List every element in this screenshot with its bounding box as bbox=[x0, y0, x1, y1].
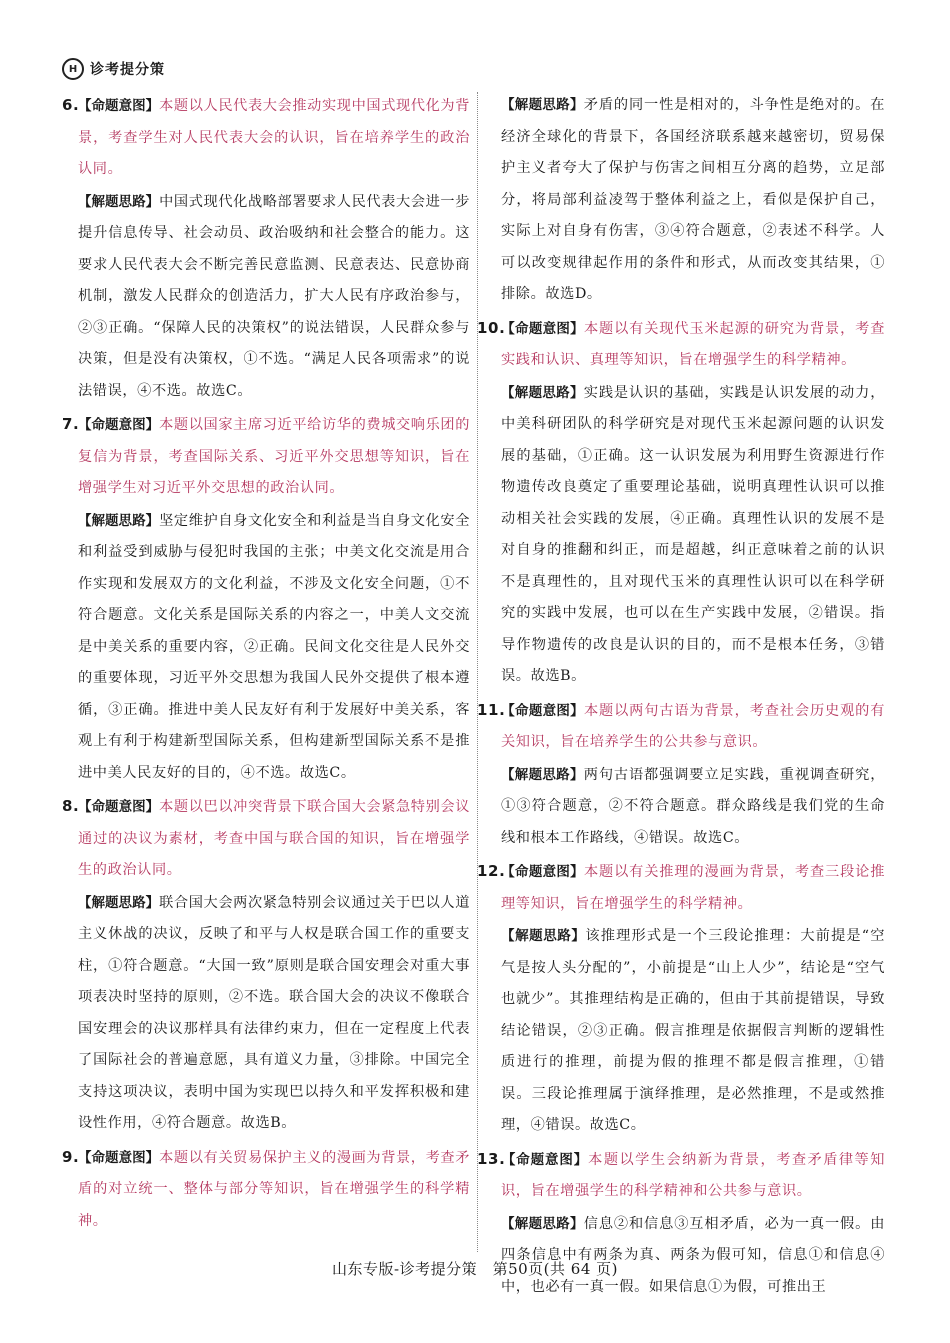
intent-text: 本题以国家主席习近平给访华的费城交响乐团的复信为背景，考查国际关系、习近平外交思想等知识，旨在增强学生对习近平外交思想的政治认同。 bbox=[78, 417, 470, 496]
question-number: 8. bbox=[62, 797, 80, 815]
question-number: 10. bbox=[477, 318, 506, 337]
question-number: 6. bbox=[62, 96, 80, 114]
left-column bbox=[62, 90, 470, 1239]
solution-text: 信息②和信息③互相矛盾，必为一真一假。由四条信息中有两条为真、两条为假可知，信息①和信息④中，也必有一真一假。如果信息①为假，可推出王 bbox=[501, 1215, 885, 1295]
solution-tag: 【解题思路】 bbox=[501, 928, 586, 944]
intent-text: 本题以人民代表大会推动实现中国式现代化为背景，考查学生对人民代表大会的认识，旨在培养学生的政治认同。 bbox=[78, 98, 470, 177]
intent-tag: 【命题意图】 bbox=[78, 1149, 160, 1166]
solution-tag: 【解题思路】 bbox=[501, 97, 584, 113]
solution-text: 该推理形式是一个三段论推理：大前提是“空气是按人头分配的”，小前提是“山上人少”，结论是“空气也就少”。其推理结构是正确的，但由于其前提错误，导致结论错误，②③正确。假言推理是依据假言判断的逻辑性质进行的推理，前提为假的推理不都是假言推理，①错误。三段论推理属于演绎推理，是必然推理，不是或然推理，④错误。故选C。 bbox=[501, 928, 885, 1133]
solution-tag: 【解题思路】 bbox=[501, 384, 584, 401]
intent-text: 本题以有关贸易保护主义的漫画为背景，考查矛盾的对立统一、整体与部分等知识，旨在增强学生的科学精神。 bbox=[78, 1149, 470, 1229]
intent-text: 本题以学生会纳新为背景，考查矛盾律等知识，旨在增强学生的科学精神和公共参与意识。 bbox=[501, 1151, 885, 1199]
question-item bbox=[477, 1144, 885, 1304]
question-item bbox=[477, 856, 885, 1142]
solution-text: 矛盾的同一性是相对的，斗争性是绝对的。在经济全球化的背景下，各国经济联系越来越密切，贸易保护主义者夸大了保护与伤害之间相互分离的趋势，立足部分，将局部利益凌驾于整体利益之上，看似是保护自己，实际上对自身有伤害，③④符合题意，②表述不科学。人可以改变规律起作用的条件和形式，从而改变其结果，①排除。故选D。 bbox=[501, 97, 885, 302]
solution-text: 中国式现代化战略部署要求人民代表大会进一步提升信息传导、社会动员、政治吸纳和社会整合的能力。这要求人民代表大会不断完善民意监测、民意表达、民意协商机制，激发人民群众的创造活力，扩大人民有序政治参与，②③正确。“保障人民的决策权”的说法错误，人民群众参与决策，但是没有决策权，①不选。“满足人民各项需求”的说法错误，④不选。故选C。 bbox=[78, 193, 470, 399]
intent-tag: 【命题意图】 bbox=[501, 864, 584, 880]
solution-tag: 【解题思路】 bbox=[78, 193, 160, 210]
column-divider bbox=[477, 92, 478, 1252]
intent-paragraph bbox=[477, 313, 885, 377]
intent-text: 本题以两句古语为背景，考查社会历史观的有关知识，旨在培养学生的公共参与意识。 bbox=[501, 702, 885, 750]
intent-paragraph bbox=[477, 695, 885, 759]
intent-text: 本题以有关推理的漫画为背景，考查三段论推理等知识，旨在增强学生的科学精神。 bbox=[501, 864, 885, 912]
intent-paragraph bbox=[62, 791, 470, 887]
solution-text: 联合国大会两次紧急特别会议通过关于巴以人道主义休战的决议，反映了和平与人权是联合国工作的重要支柱，①符合题意。“大国一致”原则是联合国安理会对重大事项表决时坚持的原则，②不选。联合国大会的决议不像联合国安理会的决议那样具有法律约束力，但在一定程度上代表了国际社会的普遍意愿，具有道义力量，③排除。中国完全支持这项决议，表明中国为实现巴以持久和平发挥积极和建设性作用，④符合题意。故选B。 bbox=[78, 894, 470, 1131]
solution-tag: 【解题思路】 bbox=[501, 766, 584, 783]
solution-tag: 【解题思路】 bbox=[78, 512, 160, 529]
right-column bbox=[477, 90, 885, 1305]
question-item bbox=[62, 90, 470, 407]
intent-tag: 【命题意图】 bbox=[501, 320, 584, 337]
question-item bbox=[62, 791, 470, 1140]
question-item bbox=[62, 409, 470, 789]
solution-paragraph bbox=[485, 90, 885, 311]
intent-tag: 【命题意图】 bbox=[501, 1151, 589, 1168]
question-item bbox=[62, 1142, 470, 1238]
solution-paragraph bbox=[62, 888, 470, 1140]
solution-paragraph bbox=[485, 921, 885, 1142]
intent-tag: 【命题意图】 bbox=[78, 98, 160, 114]
brand-logo-icon: H bbox=[62, 58, 84, 80]
intent-text: 本题以有关现代玉米起源的研究为背景，考查实践和认识、真理等知识，旨在增强学生的科学精神。 bbox=[501, 320, 885, 368]
question-number: 9. bbox=[62, 1147, 80, 1166]
solution-text: 两句古语都强调要立足实践，重视调查研究，①③符合题意，②不符合题意。群众路线是我们党的生命线和根本工作路线，④错误。故选C。 bbox=[501, 766, 885, 846]
solution-tag: 【解题思路】 bbox=[501, 1215, 584, 1232]
question-number: 11. bbox=[477, 700, 506, 719]
question-item bbox=[485, 90, 885, 311]
page-footer: 山东专版-诊考提分策 第50页(共 64 页) bbox=[332, 1260, 618, 1278]
intent-paragraph bbox=[477, 856, 885, 920]
intent-paragraph bbox=[62, 1142, 470, 1238]
intent-paragraph bbox=[477, 1144, 885, 1208]
solution-tag: 【解题思路】 bbox=[78, 894, 160, 911]
intent-text: 本题以巴以冲突背景下联合国大会紧急特别会议通过的决议为素材，考查中国与联合国的知识，旨在增强学生的政治认同。 bbox=[78, 799, 470, 878]
intent-tag: 【命题意图】 bbox=[78, 417, 160, 433]
question-number: 12. bbox=[477, 862, 506, 880]
solution-paragraph bbox=[485, 378, 885, 693]
solution-paragraph bbox=[485, 760, 885, 855]
solution-paragraph bbox=[485, 1209, 885, 1304]
solution-paragraph bbox=[62, 187, 470, 408]
solution-text: 坚定维护自身文化安全和利益是当自身文化安全和利益受到威胁与侵犯时我国的主张；中美文化交流是用合作实现和发展双方的文化利益，不涉及文化安全问题，①不符合题意。文化关系是国际关系的内容之一，中美人文交流是中美关系的重要内容，②正确。民间文化交往是人民外交的重要体现，习近平外交思想为我国人民外交提供了根本遵循，③正确。推进中美人民友好有利于发展好中美关系，客观上有利于构建新型国际关系，但构建新型国际关系不是推进中美人民友好的目的，④不选。故选C。 bbox=[78, 512, 470, 781]
page-header bbox=[62, 58, 165, 80]
intent-tag: 【命题意图】 bbox=[78, 799, 160, 815]
intent-paragraph bbox=[62, 90, 470, 186]
brand-name: 诊考提分策 bbox=[90, 62, 165, 78]
intent-paragraph bbox=[62, 409, 470, 505]
intent-tag: 【命题意图】 bbox=[501, 702, 584, 719]
question-number: 13. bbox=[477, 1149, 506, 1168]
solution-paragraph bbox=[62, 506, 470, 790]
solution-text: 实践是认识的基础，实践是认识发展的动力，中美科研团队的科学研究是对现代玉米起源问题的认识发展的基础，①正确。这一认识发展为利用野生资源进行作物遗传改良奠定了重要理论基础，说明真理性认识可以推动相关社会实践的发展，④正确。真理性认识的发展不是对自身的推翻和纠正，而是超越，纠正意味着之前的认识不是真理性的，且对现代玉米的真理性认识可以在科学研究的实践中发展，也可以在生产实践中发展，②错误。指导作物遗传的改良是认识的目的，而不是根本任务，③错误。故选B。 bbox=[501, 384, 885, 684]
question-item bbox=[477, 313, 885, 693]
question-item bbox=[477, 695, 885, 855]
question-number: 7. bbox=[62, 415, 80, 433]
